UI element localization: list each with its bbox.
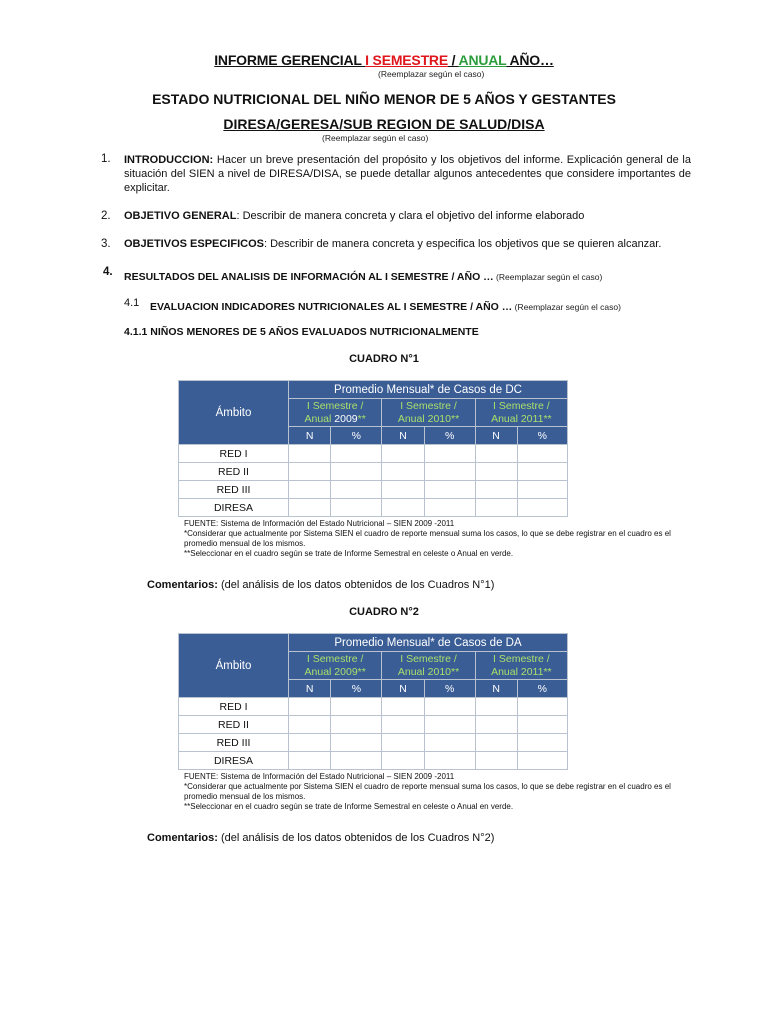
table-cell[interactable] [475,698,517,716]
table-row [179,752,568,770]
cuadro-2-col-pct: % [424,680,475,698]
section-4-label: RESULTADOS DEL ANALISIS DE INFORMACIÓN AL I SEMESTRE / AÑO … [124,271,494,283]
title-slash: / [447,52,459,68]
region-replace-note: (Reemplazar según el caso) [322,133,429,143]
cuadro-2-nota-1: *Considerar que actualmente por Sistema SIEN el cuadro de reporte mensual suma los casos, lo que se debe registrar en el cuadro es el promedio mensual de los mismos. [184,782,671,801]
section-4-text [124,267,602,285]
row-label: RED II [179,463,289,481]
row-label: RED I [179,445,289,463]
table-cell[interactable] [331,752,382,770]
table-cell[interactable] [475,716,517,734]
table-cell[interactable] [382,445,424,463]
section-3-text [124,238,661,250]
section-3-label: OBJETIVOS ESPECIFICOS [124,238,264,250]
section-4-1-1-title: 4.1.1 NIÑOS MENORES DE 5 AÑOS EVALUADOS NUTRICIONALMENTE [124,326,479,338]
table-cell[interactable] [382,481,424,499]
cuadro-1-ambito-header: Ámbito [179,381,289,445]
cuadro-2-footnotes [184,772,704,812]
title-prefix: INFORME GERENCIAL [214,52,366,68]
table-cell[interactable] [382,734,424,752]
cuadro-1-title: CUADRO N°1 [349,353,419,365]
table-cell[interactable] [289,752,331,770]
cuadro-2-period-2010: I Semestre / Anual 2010** [382,652,475,680]
section-4-note: (Reemplazar según el caso) [493,272,603,282]
table-cell[interactable] [289,445,331,463]
cuadro-1-main-header: Promedio Mensual* de Casos de DC [289,381,568,399]
table-row [179,734,568,752]
cuadro-1-col-pct: % [517,427,567,445]
section-3-number: 3. [101,238,111,250]
cuadro-1-footnotes [184,519,704,559]
cuadro-1-col-pct: % [424,427,475,445]
table-cell[interactable] [331,499,382,517]
table-cell[interactable] [424,698,475,716]
row-label: RED III [179,734,289,752]
region-title: DIRESA/GERESA/SUB REGION DE SALUD/DISA [223,116,545,132]
table-row [179,463,568,481]
row-label: RED III [179,481,289,499]
table-row [179,445,568,463]
cuadro-2-ambito-header: Ámbito [179,634,289,698]
section-2-text [124,210,584,222]
table-cell[interactable] [382,752,424,770]
title-replace-note: (Reemplazar según el caso) [378,69,485,79]
table-cell[interactable] [331,445,382,463]
table-cell[interactable] [475,445,517,463]
table-cell[interactable] [289,463,331,481]
cuadro-2-table [178,633,568,770]
table-cell[interactable] [517,752,567,770]
table-cell[interactable] [517,698,567,716]
table-row [179,698,568,716]
row-label: DIRESA [179,752,289,770]
cuadro-2-fuente: FUENTE: Sistema de Información del Estado Nutricional – SIEN 2009 -2011 [184,772,455,781]
table-cell[interactable] [289,481,331,499]
cuadro-2-col-pct: % [517,680,567,698]
table-cell[interactable] [289,716,331,734]
table-row [179,481,568,499]
title-suffix: AÑO… [506,52,554,68]
cuadro-2-period-2009: I Semestre / Anual 2009** [289,652,382,680]
table-cell[interactable] [289,698,331,716]
section-1-number: 1. [101,153,111,165]
document-subtitle: ESTADO NUTRICIONAL DEL NIÑO MENOR DE 5 AÑOS Y GESTANTES [152,91,616,107]
table-cell[interactable] [289,499,331,517]
table-cell[interactable] [382,463,424,481]
table-cell[interactable] [517,716,567,734]
cuadro-2-col-pct: % [331,680,382,698]
cuadro-1-nota-2: **Seleccionar en el cuadro según se trate de Informe Semestral en celeste o Anual en verde. [184,549,514,558]
cuadro-2-col-n: N [382,680,424,698]
table-cell[interactable] [517,499,567,517]
section-4-1-note: (Reemplazar según el caso) [512,302,621,312]
table-cell[interactable] [424,481,475,499]
table-row [179,499,568,517]
cuadro-2-col-n: N [289,680,331,698]
section-4-1-label: EVALUACION INDICADORES NUTRICIONALES AL I SEMESTRE / AÑO … [150,301,513,313]
section-2-body: : Describir de manera concreta y clara el objetivo del informe elaborado [236,210,585,222]
cuadro-2-comment [147,832,494,844]
table-cell[interactable] [475,734,517,752]
cuadro-1-period-2009: I Semestre / Anual 2009** [289,399,382,427]
table-cell[interactable] [517,481,567,499]
table-cell[interactable] [424,734,475,752]
cuadro-2-col-n: N [475,680,517,698]
cuadro-2-main-header: Promedio Mensual* de Casos de DA [289,634,568,652]
table-cell[interactable] [331,463,382,481]
cuadro-2-nota-2: **Seleccionar en el cuadro según se trate de Informe Semestral en celeste o Anual en verde. [184,802,514,811]
cuadro-1-period-2010: I Semestre / Anual 2010** [382,399,475,427]
table-cell[interactable] [289,734,331,752]
table-cell[interactable] [517,445,567,463]
section-4-1-text [150,297,621,315]
cuadro-1-fuente: FUENTE: Sistema de Información del Estado Nutricional – SIEN 2009 -2011 [184,519,455,528]
table-cell[interactable] [517,463,567,481]
cuadro-1-comment-label: Comentarios: [147,579,218,591]
table-cell[interactable] [331,716,382,734]
document-title [0,52,768,68]
section-4-1-number: 4.1 [124,297,140,309]
cuadro-1-col-n: N [475,427,517,445]
cuadro-1-comment [147,579,494,591]
table-cell[interactable] [382,499,424,517]
section-4-number: 4. [103,266,113,278]
cuadro-1-nota-1: *Considerar que actualmente por Sistema SIEN el cuadro de reporte mensual suma los casos, lo que se debe registrar en el cuadro es el promedio mensual de los mismos. [184,529,671,548]
title-anual: ANUAL [458,52,507,68]
table-cell[interactable] [424,752,475,770]
cuadro-1-col-pct: % [331,427,382,445]
table-cell[interactable] [475,499,517,517]
section-2-number: 2. [101,210,111,222]
table-cell[interactable] [475,752,517,770]
table-cell[interactable] [331,734,382,752]
table-cell[interactable] [475,481,517,499]
table-cell[interactable] [382,698,424,716]
cuadro-2-title: CUADRO N°2 [349,606,419,618]
cuadro-2-period-2011: I Semestre / Anual 2011** [475,652,567,680]
table-cell[interactable] [382,716,424,734]
title-semestre: I SEMESTRE [365,52,448,68]
cuadro-1-col-n: N [289,427,331,445]
cuadro-1-table [178,380,568,517]
row-label: RED I [179,698,289,716]
cuadro-2-comment-text: (del análisis de los datos obtenidos de los Cuadros N°2) [217,832,495,844]
row-label: DIRESA [179,499,289,517]
table-cell[interactable] [517,734,567,752]
cuadro-1-col-n: N [382,427,424,445]
cuadro-1-period-2011: I Semestre / Anual 2011** [475,399,567,427]
table-cell[interactable] [424,499,475,517]
row-label: RED II [179,716,289,734]
section-1-body: Hacer un breve presentación del propósito y los objetivos del informe. Explicación general de la situación del SIEN a nivel de DIRESA/DISA, se puede detallar algunos antecedentes que considere importantes de explicitar. [124,154,691,194]
table-cell[interactable] [424,716,475,734]
section-3-body: : Describir de manera concreta y especifica los objetivos que se quieren alcanzar. [263,238,662,250]
table-cell[interactable] [424,445,475,463]
section-2-label: OBJETIVO GENERAL [124,210,237,222]
section-1-label: INTRODUCCION: [124,154,214,166]
table-cell[interactable] [331,698,382,716]
cuadro-1-comment-text: (del análisis de los datos obtenidos de los Cuadros N°1) [217,579,495,591]
table-cell[interactable] [475,463,517,481]
table-cell[interactable] [424,463,475,481]
table-row [179,716,568,734]
section-1-text [124,153,691,195]
table-cell[interactable] [331,481,382,499]
cuadro-2-comment-label: Comentarios: [147,832,218,844]
